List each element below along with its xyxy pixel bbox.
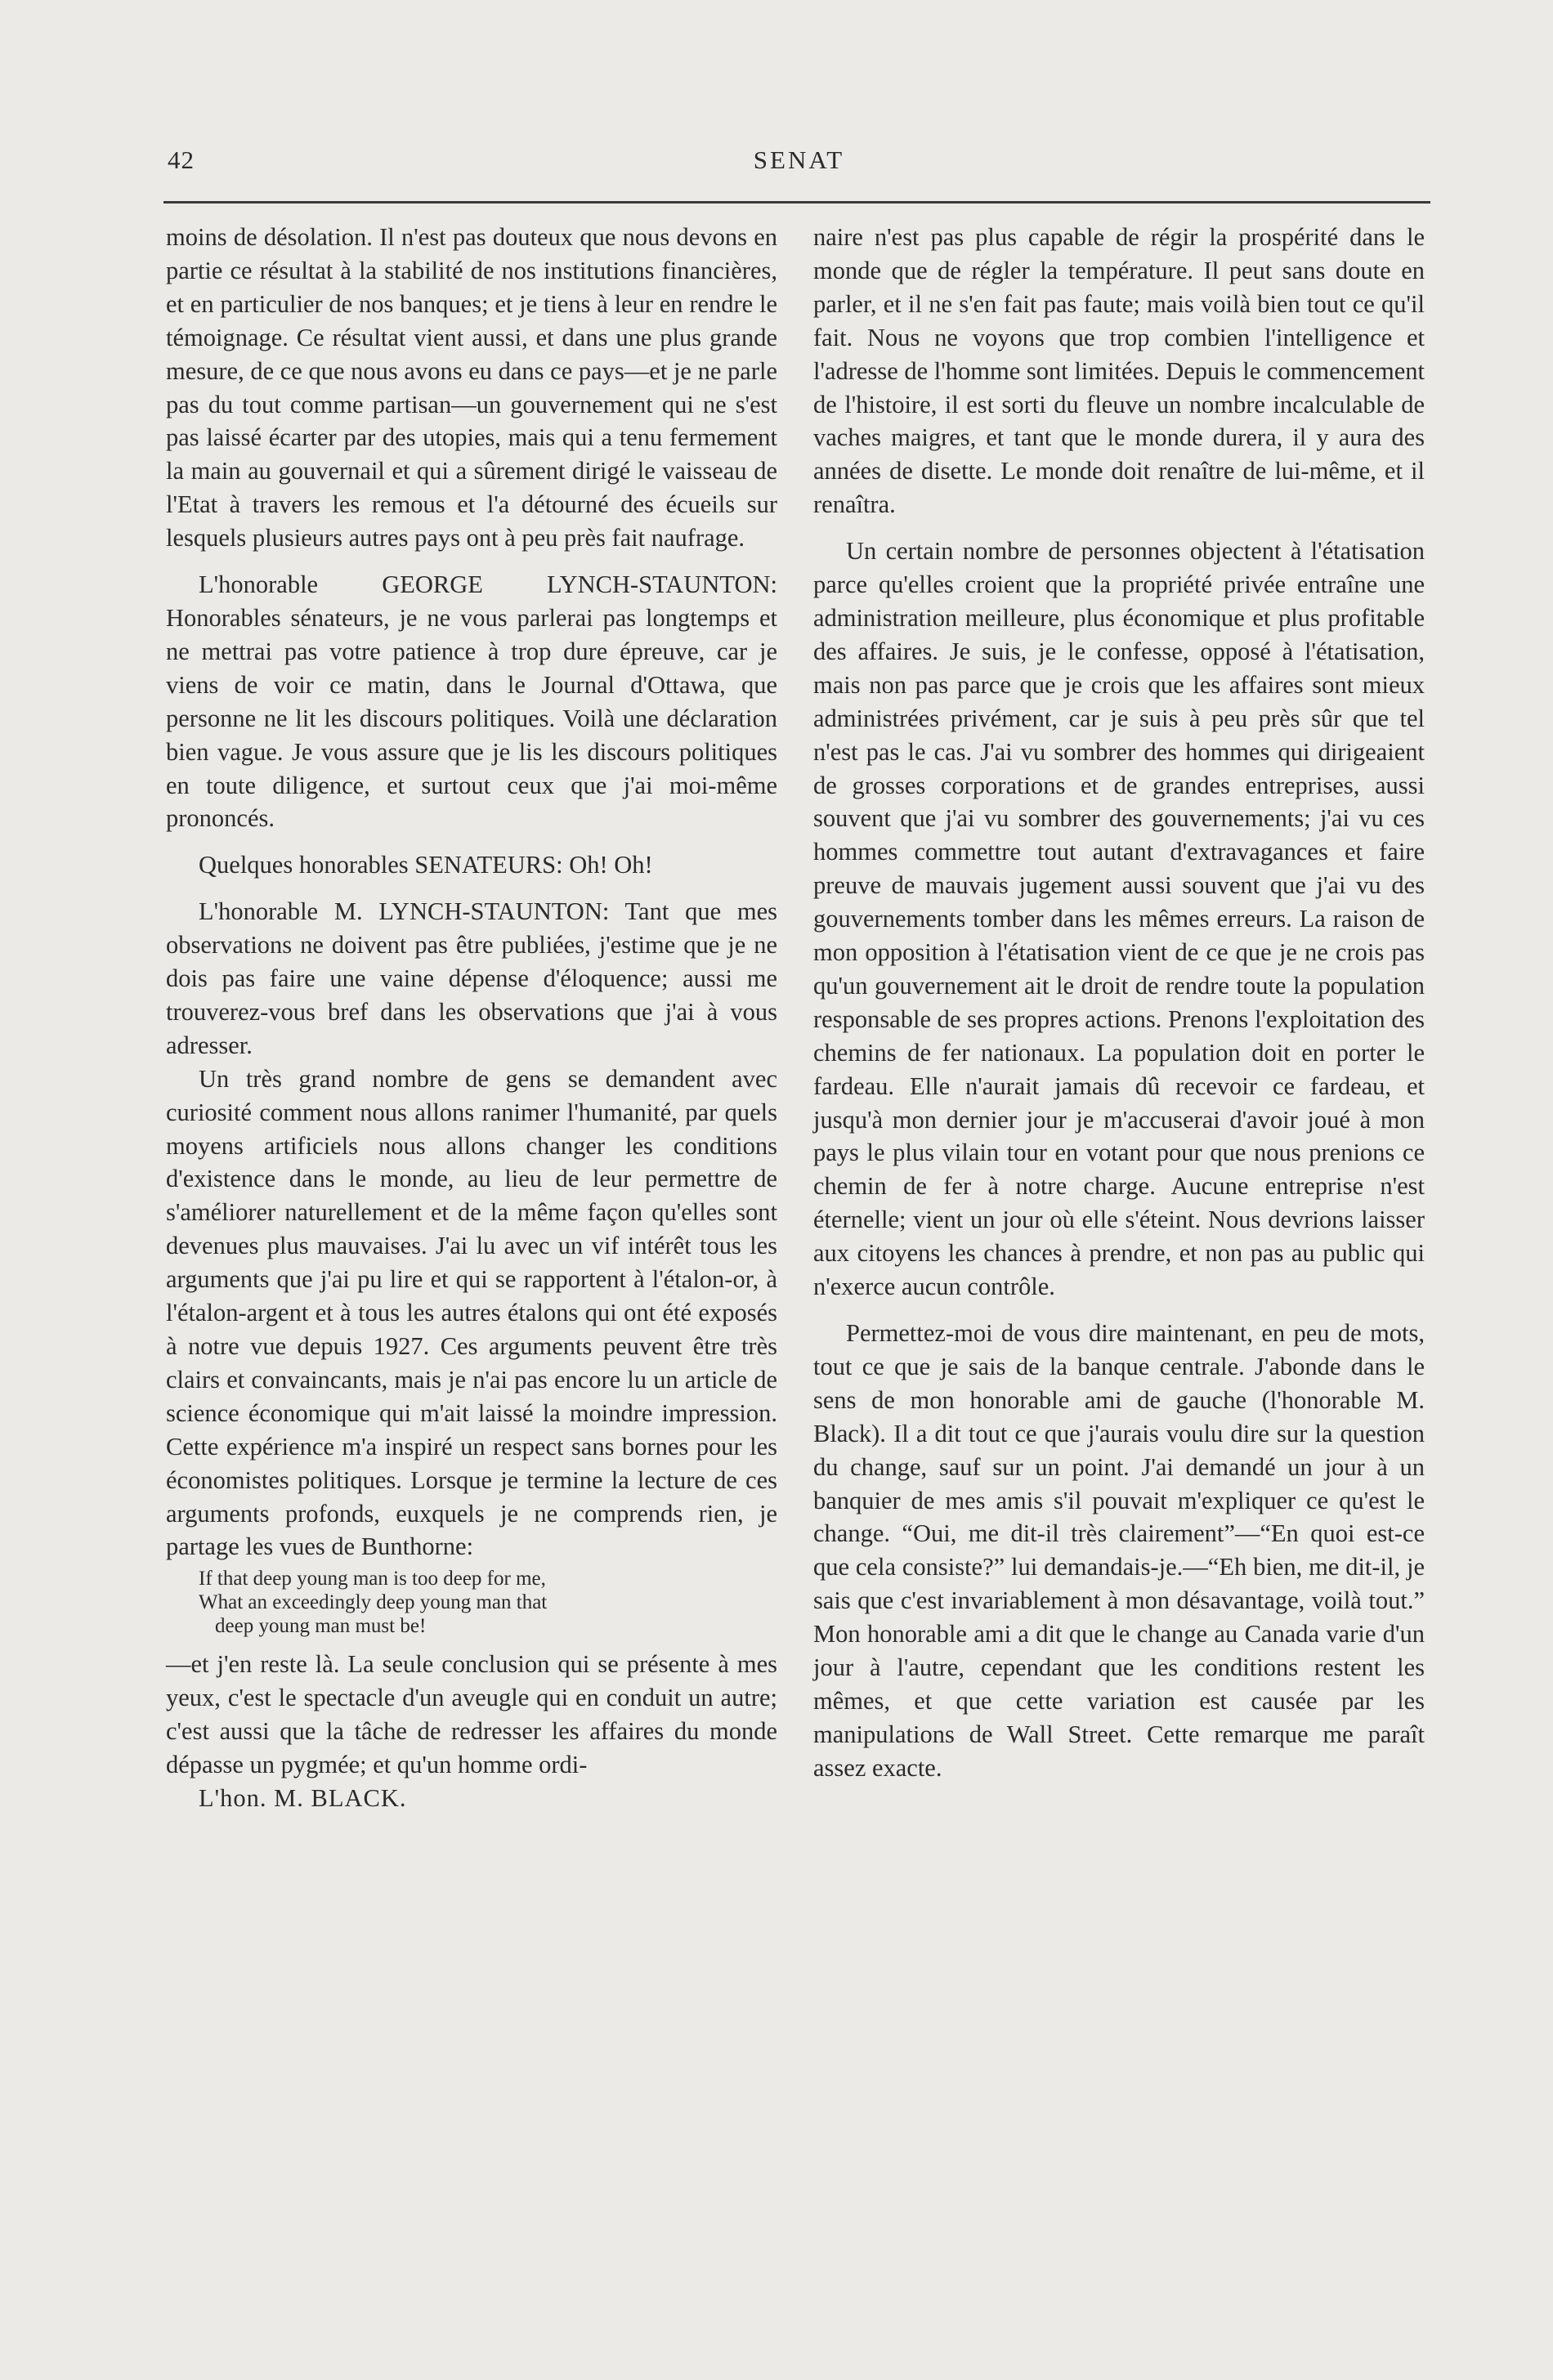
running-head: SENAT [753, 145, 845, 174]
speaker-attribution: L'hon. M. BLACK. [199, 1783, 407, 1812]
left-column [166, 221, 777, 1815]
verse-line: What an exceedingly deep young man that [199, 1591, 548, 1614]
verse-line: deep young man must be! [215, 1615, 427, 1638]
paragraph: moins de désolation. Il n'est pas douteux que nous devons en partie ce résultat à la stabilité de nos institutions financières, et en particulier de nos banques; et je tiens à leur en rendre le témoignage. Ce résultat vient aussi, et dans une plus grande mesure, de ce que nous avons eu dans ce pays—et je ne parle pas du tout comme partisan—un gouvernement qui ne s'est pas laissé écarter par des utopies, mais qui a tenu fermement la main au gouvernail et qui a sûrement dirigé le vaisseau de l'Etat à travers les remous et l'a détourné des écueils sur lesquels plusieurs autres pays ont à peu près fait naufrage. [166, 223, 777, 552]
paragraph: L'honorable M. LYNCH-STAUNTON: Tant que mes observations ne doivent pas être publiées, j'estime que je ne dois pas faire une vaine dépense d'éloquence; aussi me trouverez-vous bref dans les observations que j'ai à vous adresser. [166, 897, 777, 1059]
paragraph: naire n'est pas plus capable de régir la prospérité dans le monde que de régler la température. Il peut sans doute en parler, et il ne s'en fait pas faute; mais voilà bien tout ce qu'il fait. Nous ne voyons que trop combien l'intelligence et l'adresse de l'homme sont limitées. Depuis le commencement de l'histoire, il est sorti du fleuve un nombre incalculable de vaches maigres, et tant que le monde durera, il y aura des années de disette. Le monde doit renaître de lui-même, et il renaîtra. [813, 223, 1425, 519]
page-number: 42 [168, 145, 195, 174]
paragraph: Permettez-moi de vous dire maintenant, en peu de mots, tout ce que je sais de la banque centrale. J'abonde dans le sens de mon honorable ami de gauche (l'honorable M. Black). Il a dit tout ce que j'aurais voulu dire sur la question du change, sauf sur un point. J'ai demandé un jour à un banquier de mes amis s'il pouvait m'expliquer ce qu'est le change. “Oui, me dit-il très clairement”—“En quoi est-ce que cela consiste?” lui demandais-je.—“Eh bien, me dit-il, je sais que c'est invariablement à mon désavantage, voilà tout.” Mon honorable ami a dit que le change au Canada varie d'un jour à l'autre, cependant que les conditions restent les mêmes, et que cette variation est causée par les manipulations de Wall Street. Cette remarque me paraît assez exacte. [813, 1319, 1425, 1782]
paragraph: Un très grand nombre de gens se demandent avec curiosité comment nous allons ranimer l'humanité, par quels moyens artificiels nous allons changer les conditions d'existence dans le monde, au lieu de leur permettre de s'améliorer naturellement et de la même façon qu'elles sont devenues plus mauvaises. J'ai lu avec un vif intérêt tous les arguments que j'ai pu lire et qui se rapportent à l'étalon-or, à l'étalon-argent et à tous les autres étalons qui ont été exposés à notre vue depuis 1927. Ces arguments peuvent être très clairs et convaincants, mais je n'ai pas encore lu un article de science économique qui m'ait laissé la moindre impression. Cette expérience m'a inspiré un respect sans bornes pour les économistes politiques. Lorsque je termine la lecture de ces arguments profonds, euxquels je ne comprends rien, je partage les vues de Bunthorne: [166, 1064, 777, 1561]
verse-quote [199, 1567, 777, 1638]
paragraph: Un certain nombre de personnes objectent à l'étatisation parce qu'elles croient que la propriété privée entraîne une administration meilleure, plus économique et plus profitable des affaires. Je suis, je le confesse, opposé à l'étatisation, mais non pas parce que je crois que les affaires sont mieux administrées privément, car je suis à peu près sûr que tel n'est pas le cas. J'ai vu sombrer des hommes qui dirigeaient de grosses corporations et de grandes entreprises, aussi souvent que j'ai vu sombrer des gouvernements; j'ai vu ces hommes commettre tout autant d'extravagances et faire preuve de mauvais jugement aussi souvent que j'ai vu des gouvernements tomber dans les mêmes erreurs. La raison de mon opposition à l'étatisation vient de ce que je ne crois pas qu'un gouvernement ait le droit de rendre toute la population responsable de ses propres actions. Prenons l'exploitation des chemins de fer nationaux. La population doit en porter le fardeau. Elle n'aurait jamais dû recevoir ce fardeau, et jusqu'à mon dernier jour je m'accuserai d'avoir joué à mon pays le plus vilain tour en votant pour que nous prenions ce chemin de fer à notre charge. Aucune entreprise n'est éternelle; vient un jour où elle s'éteint. Nous devrions laisser aux citoyens les chances à prendre, et non pas au public qui n'exerce aucun contrôle. [813, 537, 1425, 1301]
paragraph: Quelques honorables SENATEURS: Oh! Oh! [199, 851, 653, 879]
header-rule [163, 201, 1430, 204]
verse-line: If that deep young man is too deep for me, [199, 1568, 546, 1590]
right-column [813, 221, 1425, 1785]
page-header [168, 145, 1430, 183]
paragraph: L'honorable GEORGE LYNCH-STAUNTON: Honorables sénateurs, je ne vous parlerai pas longtemps et ne mettrai pas votre patience à trop dure épreuve, car je viens de voir ce matin, dans le Journal d'Ottawa, que personne ne lit les discours politiques. Voilà une déclaration bien vague. Je vous assure que je lis les discours politiques en toute diligence, et surtout ceux que j'ai moi-même prononcés. [166, 570, 777, 833]
paragraph: —et j'en reste là. La seule conclusion qui se présente à mes yeux, c'est le spectacle d'un aveugle qui en conduit un autre; c'est aussi que la tâche de redresser les affaires du monde dépasse un pygmée; et qu'un homme ordi- [166, 1650, 777, 1779]
